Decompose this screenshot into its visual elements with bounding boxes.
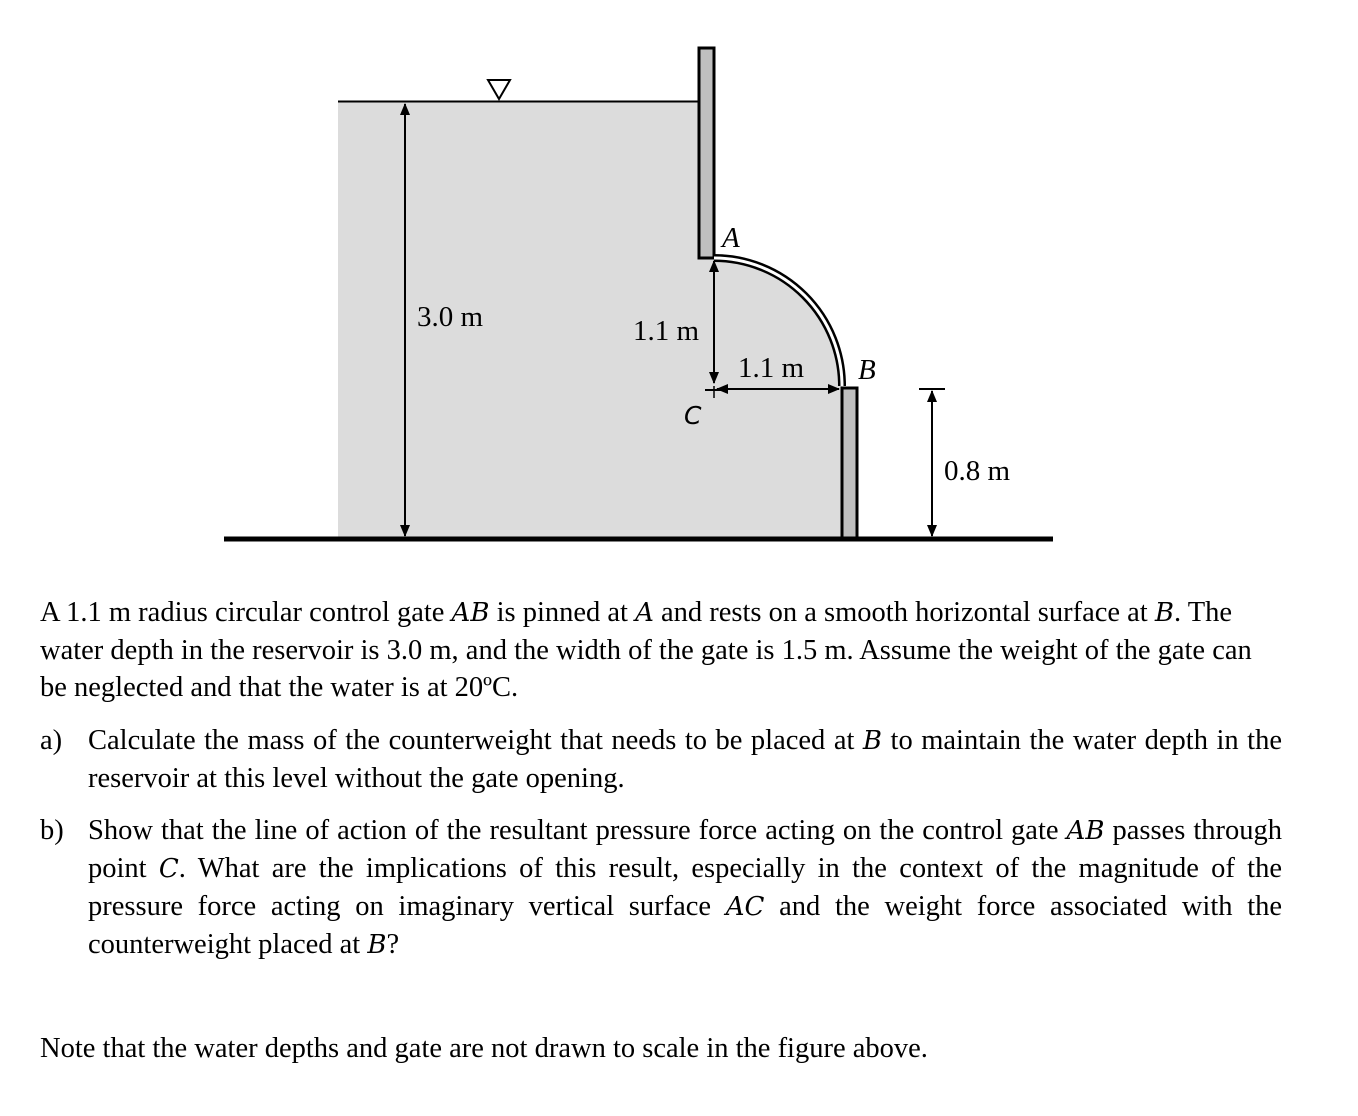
reservoir-water	[338, 102, 842, 538]
point-b-label: B	[858, 354, 876, 386]
scale-note: Note that the water depths and gate are not drawn to scale in the figure above.	[40, 1033, 928, 1064]
part-b-marker: b)	[40, 815, 64, 846]
question-part-a	[40, 722, 1282, 797]
free-surface-symbol	[488, 80, 510, 99]
depth-label: 3.0 m	[417, 301, 484, 333]
point-c-label: C	[684, 401, 702, 430]
upper-wall	[699, 48, 714, 258]
part-b-text: Show that the line of action of the resultant pressure force acting on the control gate AB passes through point C. What are the implications of this result, especially in the context of the magnitude of the pressure force acting on imaginary vertical surface AC and the weight force associated with the counterweight placed at B?	[88, 815, 1283, 960]
sill-wall	[842, 388, 857, 538]
sill-height-label: 0.8 m	[944, 455, 1011, 487]
part-a-text: Calculate the mass of the counterweight that needs to be placed at B to maintain the water depth in the reservoir at this level without the gate opening.	[88, 725, 1282, 794]
part-a-marker: a)	[40, 725, 63, 756]
vertical-radius-label: 1.1 m	[633, 315, 700, 347]
horizontal-radius-label: 1.1 m	[738, 352, 805, 384]
problem-statement: A 1.1 m radius circular control gate AB is pinned at A and rests on a smooth horizontal surface at B. The water depth in the reservoir is 3.0 m, and the width of the gate is 1.5 m. Assume the weight of the gate can be neglected and that the water is at 20ºC.	[40, 597, 1252, 703]
question-part-b	[40, 812, 1282, 964]
point-a-label: A	[722, 222, 740, 254]
